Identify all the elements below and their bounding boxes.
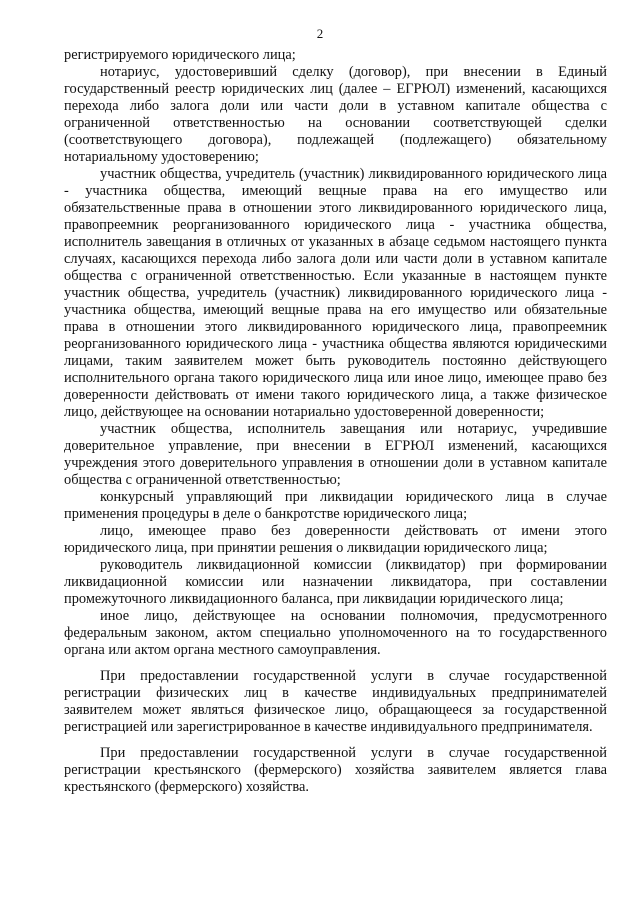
paragraph: лицо, имеющее право без доверенности действовать от имени этого юридического лица, при принятии решения о ликвидации юридического лица; [64, 523, 607, 556]
paragraph: регистрируемого юридического лица; [64, 47, 296, 63]
paragraph: участник общества, учредитель (участник) ликвидированного юридического лица - участника общества, имеющий вещные права на его имущество или обязательственные права в отношении этого ликвидированного юридического лица, правопреемник реорганизованного юридического лица - участника общества, исполнитель завещания в отличных от указанных в абзаце седьмом настоящего пункта случаях, касающихся перехода либо залога доли или части доли в уставном капитале общества с ограниченной ответственностью. Если указанные в настоящем пункте участник общества, учредитель (участник) ликвидированного юридического лица - участника общества, имеющий вещные права на его имущество или обязательные права в отношении этого ликвидированного юридического лица, правопреемник реорганизованного юридического лица - участника общества являются юридическими лицами, таким заявителем может быть руководитель постоянно действующего исполнительного органа такого юридического лица или иное лицо, имеющее право без доверенности действовать от имени такого юридического лица, а также физическое лицо, действующее на основании нотариально удостоверенной доверенности; [64, 166, 607, 420]
paragraph: При предоставлении государственной услуги в случае государственной регистрации физических лиц в качестве индивидуальных предпринимателей заявителем может являться физическое лицо, обращающееся за государственной регистрацией или зарегистрированное в качестве индивидуального предпринимателя. [64, 668, 607, 735]
paragraph: конкурсный управляющий при ликвидации юридического лица в случае применения процедуры в деле о банкротстве юридического лица; [64, 489, 607, 522]
paragraph: нотариус, удостоверивший сделку (договор), при внесении в Единый государственный реестр юридических лиц (далее – ЕГРЮЛ) изменений, касающихся перехода либо залога доли или части доли в уставном капитале общества с ограниченной ответственностью на основании соответствующей сделки (соответствующего договора), подлежащей (подлежащего) обязательному нотариальному удостоверению; [64, 64, 607, 165]
paragraph: иное лицо, действующее на основании полномочия, предусмотренного федеральным законом, актом специально уполномоченного на то государственного органа или актом органа местного самоуправления. [64, 608, 607, 658]
paragraph: При предоставлении государственной услуги в случае государственной регистрации крестьянского (фермерского) хозяйства заявителем является глава крестьянского (фермерского) хозяйства. [64, 745, 607, 795]
paragraph: участник общества, исполнитель завещания или нотариус, учредившие доверительное управление, при внесении в ЕГРЮЛ изменений, касающихся учреждения этого доверительного управления в отношении доли в уставном капитале общества с ограниченной ответственностью; [64, 421, 607, 488]
paragraph: руководитель ликвидационной комиссии (ликвидатор) при формировании ликвидационной комиссии или назначении ликвидатора, при составлении промежуточного ликвидационного баланса, при ликвидации юридического лица; [64, 557, 607, 607]
page-number: 2 [316, 26, 324, 41]
document-body [64, 47, 607, 796]
